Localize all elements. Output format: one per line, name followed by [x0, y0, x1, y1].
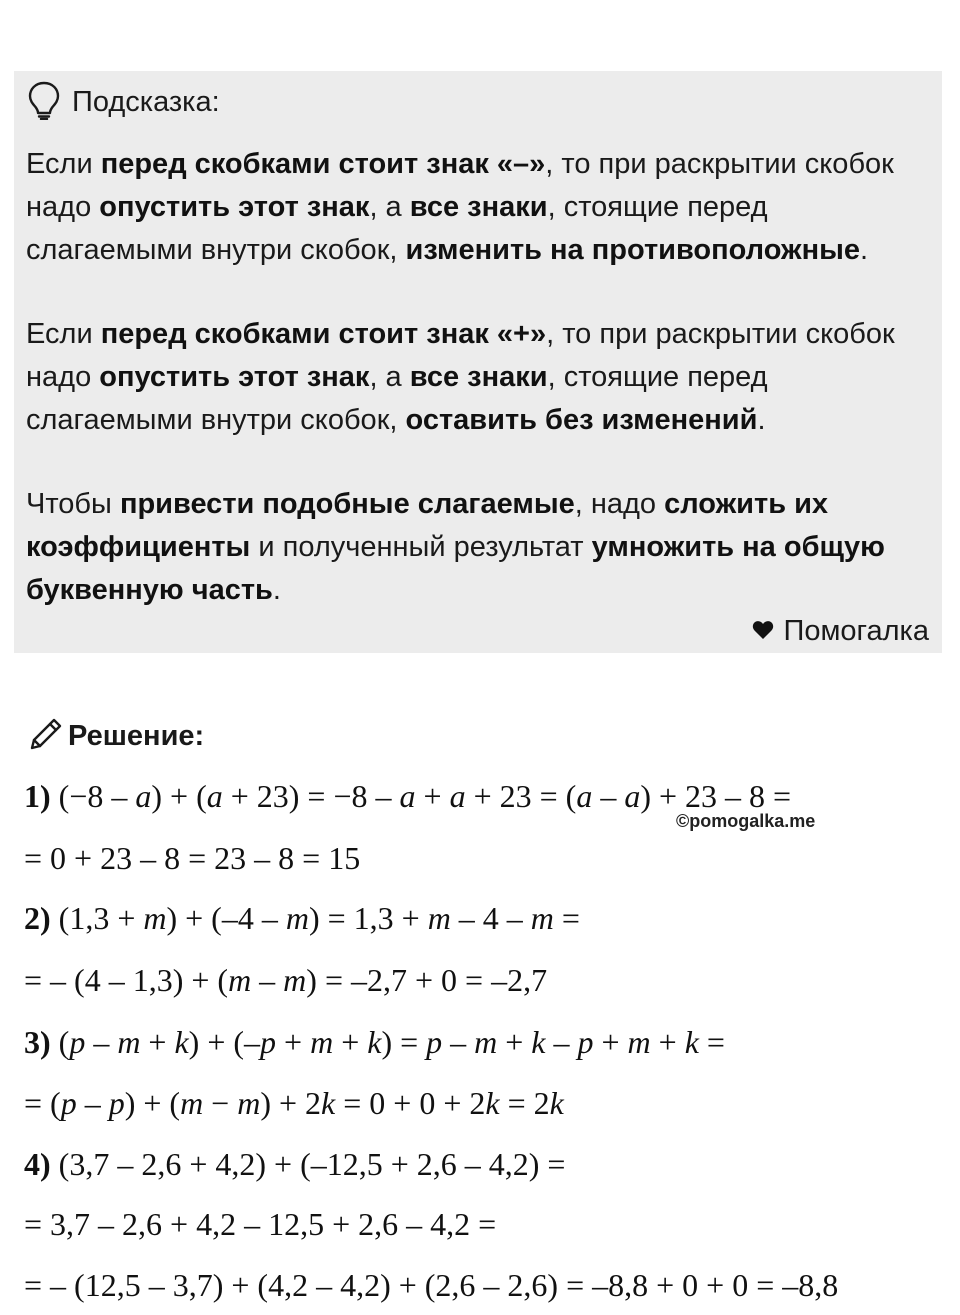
- bold-phrase: опустить этот знак: [99, 361, 370, 393]
- hint-paragraph-minus: [26, 143, 931, 272]
- text-run: , то при раскрытии скобок надо: [26, 318, 895, 393]
- text-run: и полученный результат: [250, 531, 592, 563]
- bold-phrase: умножить на общую буквенную часть: [26, 531, 885, 606]
- solution-title: Решение:: [68, 719, 205, 752]
- bold-phrase: изменить на противоположные: [405, 234, 860, 266]
- bold-phrase: все знаки: [409, 361, 548, 393]
- solution-line-6: [24, 1085, 564, 1122]
- text-run: , стоящие перед слагаемыми внутри скобок,: [26, 191, 768, 266]
- item-number: 3): [24, 1024, 51, 1060]
- solution-header: [28, 712, 204, 760]
- bold-phrase: оставить без изменений: [405, 404, 758, 436]
- text-run: , надо: [574, 488, 665, 520]
- math-expression: (1,3 + m) + (–4 – m) = 1,3 + m – 4 – m =: [50, 900, 580, 936]
- bold-phrase: привести подобные слагаемые: [119, 488, 575, 520]
- text-run: Если: [26, 318, 101, 350]
- pencil-icon: [28, 716, 64, 757]
- bold-phrase: сложить их коэффициенты: [26, 488, 829, 563]
- bold-phrase: опустить этот знак: [99, 191, 370, 223]
- math-expression: = – (4 – 1,3) + (m – m) = –2,7 + 0 = –2,7: [24, 962, 548, 998]
- text-run: , стоящие перед слагаемыми внутри скобок,: [26, 361, 768, 436]
- text-run: , а: [369, 361, 410, 393]
- item-number: 4): [24, 1146, 51, 1182]
- solution-line-4: [24, 962, 547, 999]
- lightbulb-icon: [26, 80, 62, 125]
- text-run: Чтобы: [26, 488, 120, 520]
- math-expression: = (p – p) + (m − m) + 2k = 0 + 0 + 2k = 2k: [24, 1085, 564, 1121]
- credit: [752, 611, 929, 651]
- hint-paragraph-plus: [26, 313, 931, 442]
- watermark: ©pomogalka.me: [676, 811, 816, 831]
- solution-line-9: [24, 1267, 838, 1304]
- credit-label: Помогалка: [783, 614, 929, 647]
- solution-line-8: [24, 1206, 496, 1243]
- math-expression: (p – m + k) + (–p + m + k) = p – m + k – p + m + k =: [50, 1024, 725, 1060]
- text-run: .: [272, 574, 281, 606]
- hint-title: Подсказка:: [72, 85, 220, 118]
- heart-icon: [752, 615, 784, 648]
- math-expression: = 0 + 23 – 8 = 23 – 8 = 15: [24, 840, 361, 876]
- solution-line-3: [24, 900, 580, 937]
- text-run: Если: [26, 148, 101, 180]
- text-run: , а: [369, 191, 410, 223]
- item-number: 1): [24, 778, 51, 814]
- bold-phrase: все знаки: [409, 191, 548, 223]
- bold-phrase: перед скобками стоит знак «+»: [100, 318, 547, 350]
- text-run: , то при раскрытии скобок надо: [26, 148, 894, 223]
- text-run: .: [860, 234, 869, 266]
- item-number: 2): [24, 900, 51, 936]
- math-expression: (3,7 – 2,6 + 4,2) + (–12,5 + 2,6 – 4,2) =: [50, 1146, 566, 1182]
- solution-line-1: [24, 778, 791, 815]
- hint-box: [14, 71, 942, 653]
- solution-line-5: [24, 1024, 725, 1061]
- solution-line-7: [24, 1146, 565, 1183]
- math-expression: = – (12,5 – 3,7) + (4,2 – 4,2) + (2,6 – 2,6) = –8,8 + 0 + 0 = –8,8: [24, 1267, 839, 1303]
- hint-paragraph-like-terms: [26, 483, 931, 612]
- text-run: .: [757, 404, 766, 436]
- solution-line-2: [24, 840, 360, 877]
- math-expression: = 3,7 – 2,6 + 4,2 – 12,5 + 2,6 – 4,2 =: [24, 1206, 497, 1242]
- math-expression: (−8 – a) + (a + 23) = −8 – a + a + 23 = (a – a) + 23 – 8 =: [50, 778, 792, 814]
- bold-phrase: перед скобками стоит знак «–»: [100, 148, 546, 180]
- hint-header: [26, 79, 220, 125]
